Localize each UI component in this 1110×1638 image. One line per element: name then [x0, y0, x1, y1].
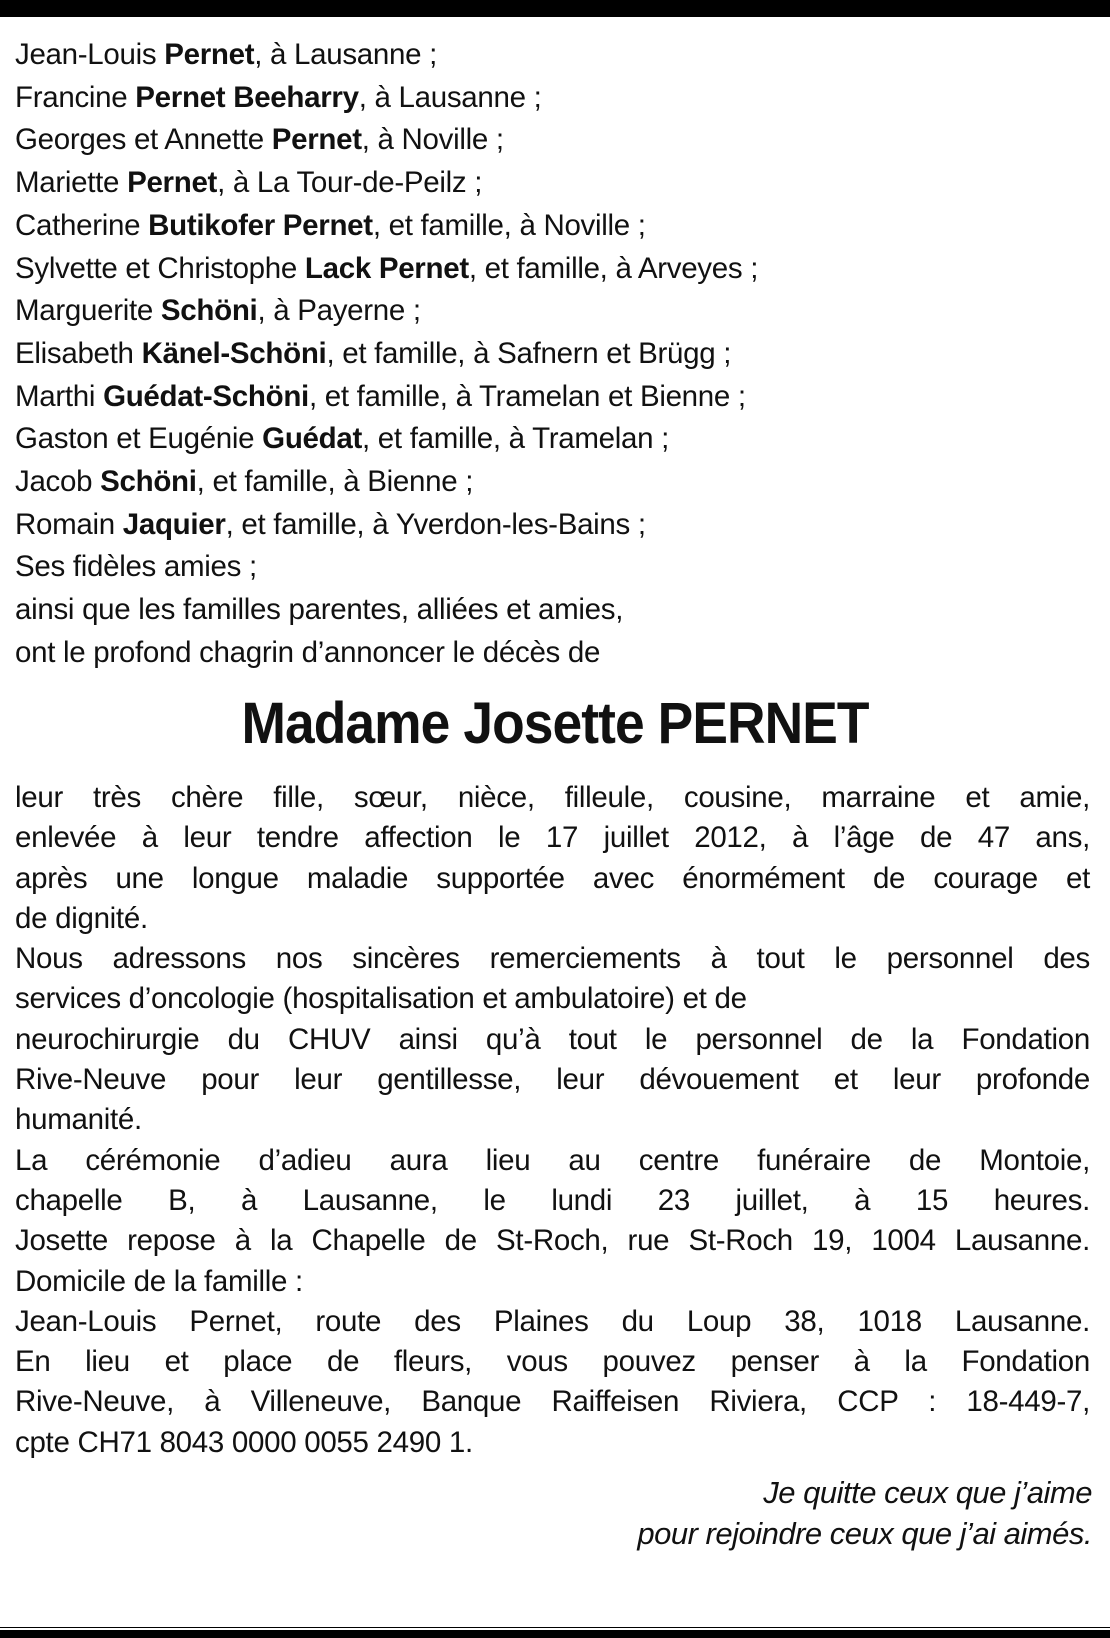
family-text: Gaston et Eugénie: [15, 422, 263, 456]
family-text: , à Lausanne ;: [254, 38, 438, 71]
closing-quote: [637, 1472, 1092, 1554]
body-line: enlevée à leur tendre affection le 17 juillet 2012, à l’âge de 47 ans,: [15, 821, 1090, 855]
family-text: , et famille, à Noville ;: [372, 208, 646, 242]
family-text: , et famille, à Safnern et Brügg ;: [326, 336, 732, 370]
family-surname: Pernet Beeharry: [135, 80, 359, 114]
family-text: , et famille, à Bienne ;: [196, 465, 474, 499]
family-text: , à Lausanne ;: [358, 80, 542, 114]
family-line: [15, 418, 1075, 461]
family-text: , et famille, à Arveyes ;: [468, 251, 759, 285]
body-line: chapelle B, à Lausanne, le lundi 23 juillet, à 15 heures.: [15, 1183, 1090, 1217]
family-surname: Jaquier: [122, 507, 226, 541]
family-line: [15, 376, 1075, 419]
family-text: Jacob: [15, 465, 101, 499]
family-text: Elisabeth: [15, 336, 142, 370]
body-line: humanité.: [15, 1103, 142, 1137]
family-text: , et famille, à Yverdon-les-Bains ;: [225, 507, 646, 541]
family-text: , et famille, à Tramelan et Bienne ;: [308, 379, 746, 413]
family-surname: Schöni: [160, 294, 258, 328]
family-line: [15, 632, 1075, 675]
family-surname: Känel-Schöni: [141, 336, 327, 370]
family-line: [15, 546, 1075, 589]
body-line: après une longue maladie supportée avec énormément de courage et: [15, 861, 1090, 895]
family-text: ont le profond chagrin d’annoncer le décès de: [15, 635, 601, 669]
quote-line: Je quitte ceux que j’aime: [763, 1475, 1092, 1510]
body-line: leur très chère fille, sœur, nièce, filleule, cousine, marraine et amie,: [15, 781, 1090, 814]
family-text: Georges et Annette: [15, 123, 272, 157]
family-line: [15, 589, 1075, 632]
family-list: [15, 34, 1075, 675]
family-line: [15, 162, 1075, 205]
body-line: Jean-Louis Pernet, route des Plaines du Loup 38, 1018 Lausanne.: [15, 1304, 1090, 1338]
family-text: Francine: [15, 80, 136, 114]
body-line: services d’oncologie (hospitalisation et ambulatoire) et de: [15, 982, 747, 1016]
family-surname: Schöni: [100, 465, 197, 499]
family-line: [15, 248, 1075, 291]
family-surname: Lack Pernet: [304, 251, 469, 285]
deceased-name: Madame Josette PERNET: [241, 691, 869, 756]
family-text: Ses fidèles amies ;: [15, 550, 257, 584]
body-line: Rive-Neuve pour leur gentillesse, leur dévouement et leur profonde: [15, 1063, 1090, 1097]
body-line: neurochirurgie du CHUV ainsi qu’à tout le personnel de la Fondation: [15, 1022, 1090, 1056]
family-line: [15, 34, 1075, 77]
family-text: , à Payerne ;: [257, 294, 421, 328]
family-surname: Pernet: [127, 166, 218, 200]
body-line: La cérémonie d’adieu aura lieu au centre funéraire de Montoie,: [15, 1143, 1090, 1177]
family-surname: Pernet: [271, 123, 362, 157]
body-line: Rive-Neuve, à Villeneuve, Banque Raiffeisen Riviera, CCP : 18-449-7,: [15, 1385, 1090, 1419]
body-line: cpte CH71 8043 0000 0055 2490 1.: [15, 1425, 473, 1459]
family-text: , à Noville ;: [361, 123, 504, 157]
body-line: de dignité.: [15, 901, 148, 935]
family-line: [15, 290, 1075, 333]
family-text: ainsi que les familles parentes, alliées et amies,: [15, 593, 624, 627]
body-line: En lieu et place de fleurs, vous pouvez penser à la Fondation: [15, 1345, 1090, 1379]
top-rule: [0, 0, 1110, 17]
body-line: Domicile de la famille :: [15, 1264, 303, 1298]
body-line: Nous adressons nos sincères remerciements à tout le personnel des: [15, 942, 1090, 976]
family-text: , à La Tour-de-Peilz ;: [217, 166, 483, 200]
family-line: [15, 461, 1075, 504]
family-line: [15, 333, 1075, 376]
body-line: Josette repose à la Chapelle de St-Roch, rue St-Roch 19, 1004 Lausanne.: [15, 1224, 1090, 1258]
announcement-body: [15, 778, 1090, 1463]
quote-line: pour rejoindre ceux que j’ai aimés.: [637, 1516, 1092, 1551]
family-text: Marguerite: [15, 294, 161, 328]
family-text: Sylvette et Christophe: [15, 251, 305, 285]
family-text: Marthi: [15, 379, 104, 413]
family-text: , et famille, à Tramelan ;: [362, 422, 669, 456]
family-surname: Guédat-Schöni: [103, 379, 309, 413]
family-line: [15, 77, 1075, 120]
family-surname: Guédat: [262, 422, 362, 456]
family-text: Romain: [15, 507, 123, 541]
family-line: [15, 504, 1075, 547]
family-surname: Pernet: [164, 38, 255, 71]
family-text: Mariette: [15, 166, 128, 200]
family-line: [15, 205, 1075, 248]
family-line: [15, 119, 1075, 162]
family-text: Jean-Louis: [15, 38, 165, 71]
family-surname: Butikofer Pernet: [148, 208, 373, 242]
family-text: Catherine: [15, 208, 149, 242]
